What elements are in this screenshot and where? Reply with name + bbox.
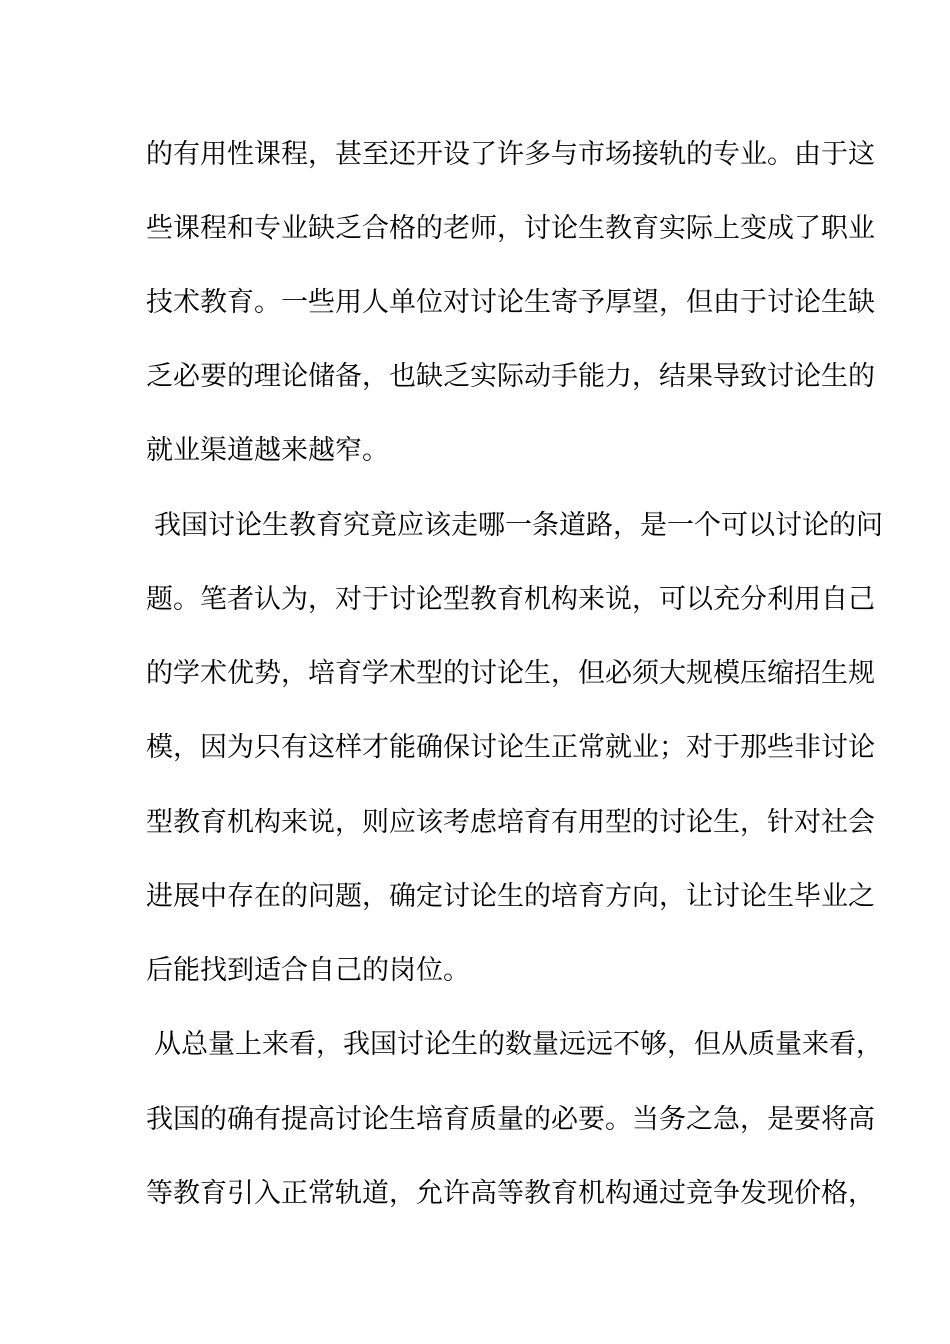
text-line: 乏必要的理论储备，也缺乏实际动手能力，结果导致讨论生的 <box>146 361 875 392</box>
text-line: 的学术优势，培育学术型的讨论生，但必须大规模压缩招生规 <box>146 658 875 689</box>
text-line: 我国讨论生教育究竟应该走哪一条道路，是一个可以讨论的问 <box>154 510 883 541</box>
text-line: 我国的确有提高讨论生培育质量的必要。当务之急，是要将高 <box>146 1104 875 1135</box>
text-line: 等教育引入正常轨道，允许高等教育机构通过竞争发现价格， <box>146 1178 875 1209</box>
text-line: 进展中存在的问题，确定讨论生的培育方向，让讨论生毕业之 <box>146 881 875 912</box>
text-line: 题。笔者认为，对于讨论型教育机构来说，可以充分利用自己 <box>146 584 875 615</box>
text-line: 型教育机构来说，则应该考虑培育有用型的讨论生，针对社会 <box>146 807 875 838</box>
text-line: 从总量上来看，我国讨论生的数量远远不够，但从质量来看， <box>154 1029 883 1060</box>
text-line: 后能找到适合自己的岗位。 <box>146 955 470 986</box>
text-line: 些课程和专业缺乏合格的老师，讨论生教育实际上变成了职业 <box>146 213 875 244</box>
text-line: 模，因为只有这样才能确保讨论生正常就业；对于那些非讨论 <box>146 732 875 763</box>
text-line: 就业渠道越来越窄。 <box>146 435 389 466</box>
text-line: 的有用性课程，甚至还开设了许多与市场接轨的专业。由于这 <box>146 139 875 170</box>
text-line: 技术教育。一些用人单位对讨论生寄予厚望，但由于讨论生缺 <box>146 287 875 318</box>
